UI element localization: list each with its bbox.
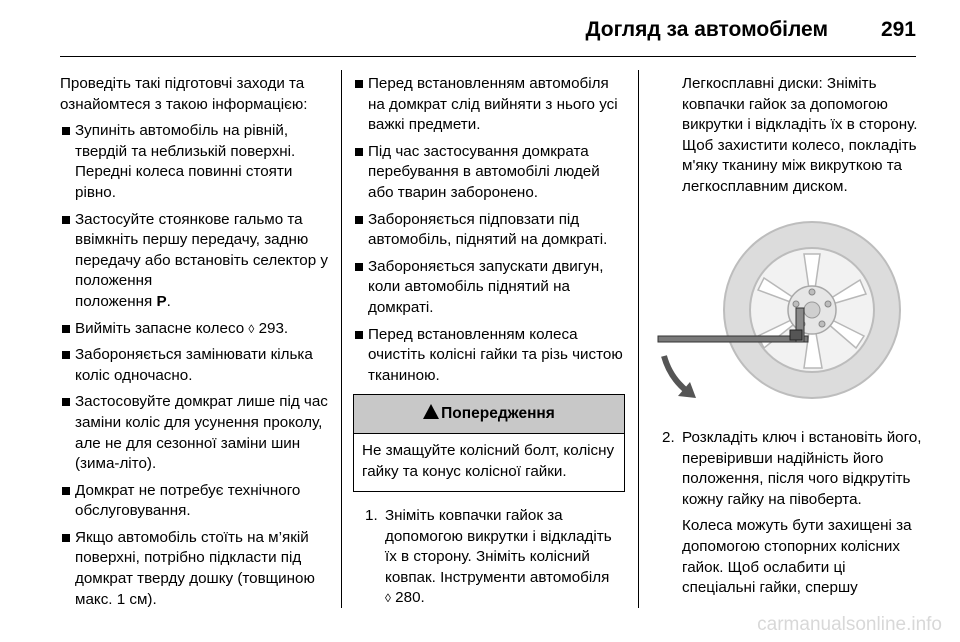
reference-arrow-icon: ◊ — [385, 591, 391, 606]
column-2 — [353, 74, 625, 609]
step-item — [353, 506, 625, 609]
list-item: Забороняється замінювати кілька коліс одночасно. — [60, 345, 330, 386]
step-number: 2. — [662, 429, 675, 446]
watermark: carmanualsonline.info — [757, 614, 942, 635]
gear-position-value: P — [156, 292, 167, 310]
list-item: Якщо автомобіль стоїть на м’якій поверхні, потрібно підкласти під домкрат тверду дошку (товщиною макс. 1 см). — [60, 528, 330, 610]
warning-text: Не змащуйте колісний болт, колісну гайку та конус колісної гайки. — [362, 441, 615, 480]
intro-paragraph: Проведіть такі підготовчі заходи та ознайомтеся з такою інформацією: — [60, 75, 308, 113]
step-number: 1. — [365, 507, 378, 525]
list-item: Застосовуйте домкрат лише під час заміни коліс для усунення проколу, але не для сезонної заміни шин (зима-літо). — [60, 392, 330, 474]
list-item: Забороняється підповзати під автомобіль, піднятий на домкраті. — [353, 210, 625, 251]
list-item: Застосуйте стоянкове гальмо та ввімкніть першу передачу, задню передачу або встановіть селектор у положення положення P. — [60, 210, 330, 313]
wheel-icon — [652, 218, 922, 428]
list-item: Перед встановленням колеса очистіть колісні гайки та різь чистою тканиною. — [353, 325, 625, 387]
list-item: Під час застосування домкрата перебування в автомобілі людей або тварин заборонено. — [353, 142, 625, 204]
gear-position-prefix: положення — [75, 292, 153, 310]
page-reference-link[interactable]: 293. — [258, 319, 289, 337]
list-item: Вийміть запасне колесо ◊ 293. — [60, 319, 330, 340]
header-divider — [60, 56, 916, 57]
warning-box — [353, 394, 625, 492]
column-1 — [60, 74, 330, 616]
gear-text: Застосуйте стоянкове гальмо та ввімкніть першу передачу, задню передачу або встановіть селектор у положення — [75, 210, 328, 290]
step-note: Колеса можуть бути захищені за допомогою стопорних колісних гайок. Щоб ослабити ці спеціальні гайки, спершу — [682, 517, 912, 597]
steps-list — [353, 506, 625, 609]
warning-triangle-icon — [423, 404, 439, 419]
reference-arrow-icon: ◊ — [248, 321, 255, 336]
column-3-lower — [650, 428, 922, 605]
step-text: Зніміть ковпачки гайок за допомогою викрутки і відкладіть їх в сторону. Зніміть колісний ковпак. Інструменти автомобіля — [385, 507, 612, 586]
page-title: Догляд за автомобілем — [585, 18, 828, 41]
warning-title: Попередження — [441, 405, 555, 423]
list-item: Зупиніть автомобіль на рівній, твердій та неблизькій поверхні. Передні колеса повинні стояти рівно. — [60, 121, 330, 203]
column-3 — [650, 74, 922, 198]
list-item: Забороняється запускати двигун, коли автомобіль піднятий на домкраті. — [353, 257, 625, 319]
page-number: 291 — [880, 18, 916, 41]
step-item — [650, 428, 922, 599]
list-item: Перед встановленням автомобіля на домкрат слід вийняти з нього усі важкі предмети. — [353, 74, 625, 136]
preparation-list — [60, 121, 330, 610]
step-text: Розкладіть ключ і встановіть його, перевіривши надійність його положення, після чого відкрутіть кожну гайку на півоберта. — [682, 429, 922, 508]
column-divider-1 — [341, 70, 342, 608]
alloy-note: Легкосплавні диски: Зніміть ковпачки гайок за допомогою викрутки і відкладіть їх в сторону. Щоб захистити колесо, покладіть м'яку тканину між викруткою та легкосплавним диском. — [682, 75, 918, 195]
list-item: Домкрат не потребує технічного обслуговування. — [60, 481, 330, 522]
warning-header — [354, 395, 624, 434]
wheel-wrench-illustration — [652, 218, 922, 428]
safety-list — [353, 74, 625, 386]
column-divider-2 — [638, 70, 639, 608]
steps-list — [650, 428, 922, 599]
page-reference-link[interactable]: 280. — [395, 589, 425, 607]
